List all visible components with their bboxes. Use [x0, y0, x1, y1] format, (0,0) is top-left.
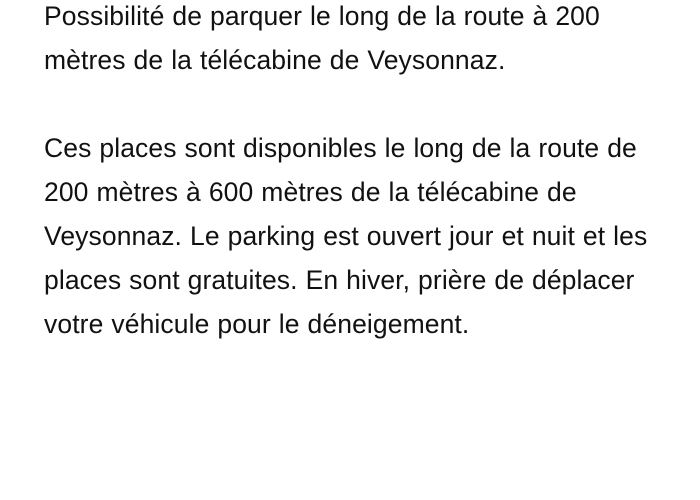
paragraph-details: Ces places sont disponibles le long de la route de 200 mètres à 600 mètres de la télécabine de Veysonnaz. Le parking est ouvert jour et nuit et les places sont gratuites. En hiver, prière de déplacer votre véhicule pour le déneigement. — [44, 133, 648, 339]
paragraph-intro: Possibilité de parquer le long de la route à 200 mètres de la télécabine de Veysonnaz. — [44, 1, 600, 75]
